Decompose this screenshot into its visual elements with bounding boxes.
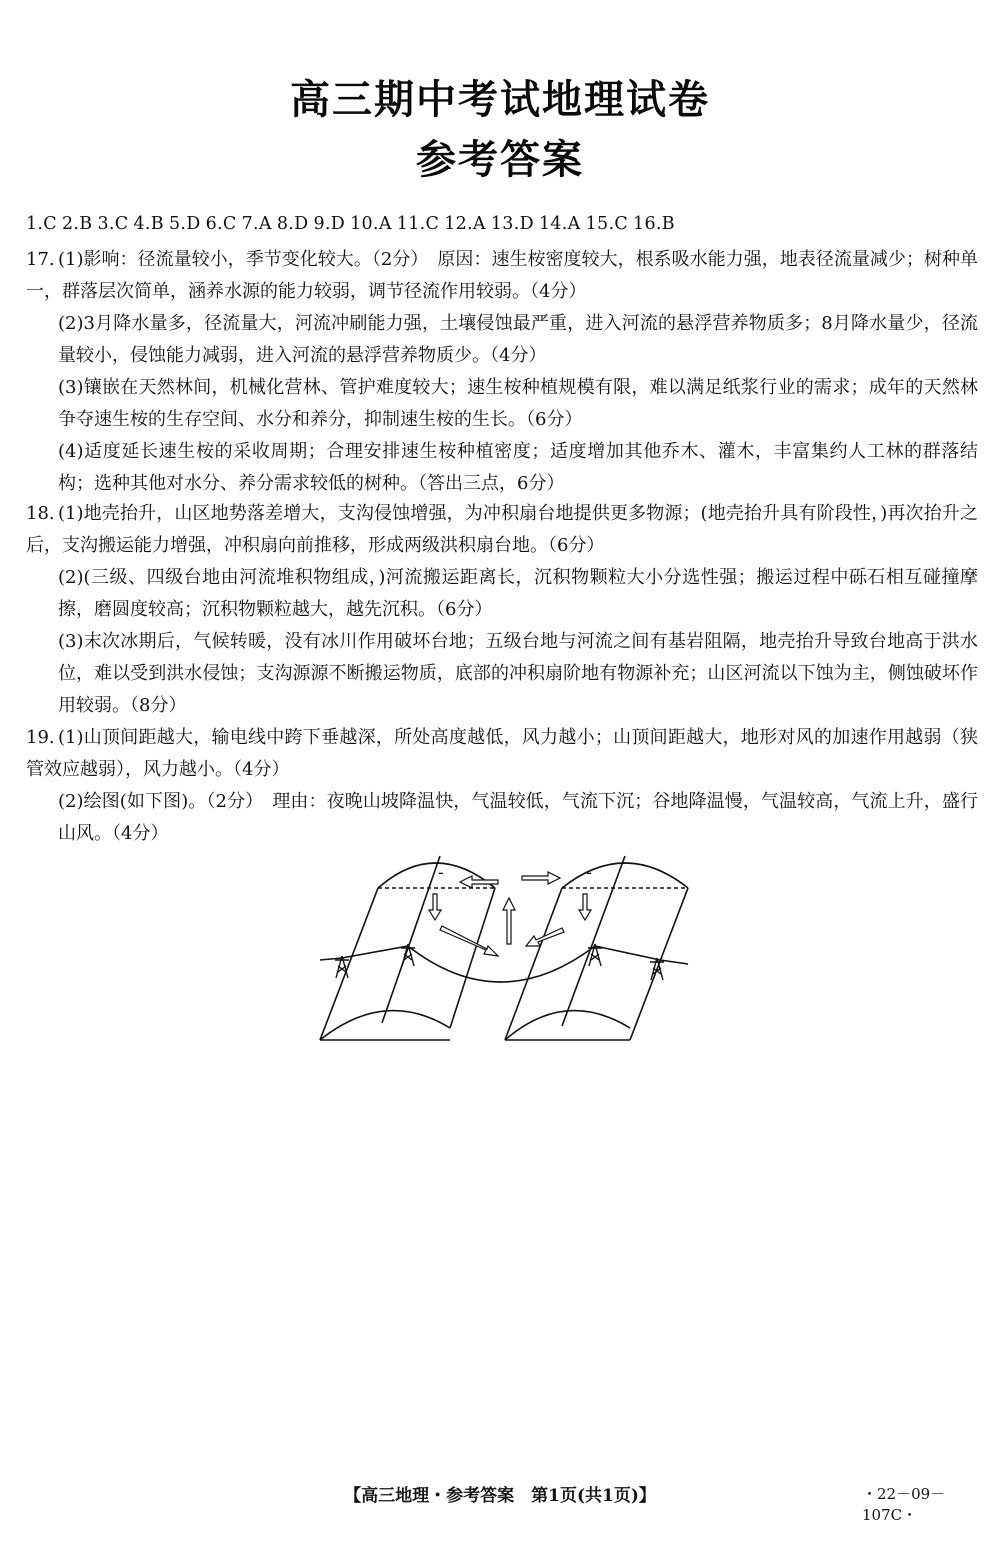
arrow-up-icon (503, 898, 515, 944)
choice-answer: 13.D (490, 214, 534, 234)
power-line (320, 946, 688, 982)
choice-answer: 1.C (26, 214, 57, 234)
question-number: 18. (26, 503, 55, 524)
choice-answer: 7.A (241, 214, 272, 234)
answer-paragraph: (3)镶嵌在天然林间，机械化营林、管护难度较大；速生桉种植规模有限，难以满足纸浆行业的需求；成年的天然林争夺速生桉的生存空间、水分和养分，抑制速生桉的生长。（6分） (58, 377, 978, 430)
answer-paragraph: (2)(三级、四级台地由河流堆积物组成，)河流搬运距离长，沉积物颗粒大小分选性强；搬运过程中砾石相互碰撞摩擦，磨圆度较高；沉积物颗粒越大，越先沉积。（6分） (58, 567, 978, 620)
left-ridge-outline (320, 888, 378, 1040)
minus-sign-right: - (586, 863, 592, 882)
question-17 (26, 244, 978, 500)
right-ridge-outline (505, 888, 562, 1040)
answer-paragraph: (1)地壳抬升，山区地势落差增大，支沟侵蚀增强，为冲积扇台地提供更多物源；(地壳抬升具有阶段性，)再次抬升之后，支沟搬运能力增强，冲积扇向前推移，形成两级洪积扇台地。（6分） (26, 503, 978, 556)
right-ridge-base-arc (505, 1011, 630, 1040)
choice-answer: 11.C (396, 214, 440, 234)
right-ridge-top-arc (562, 863, 688, 888)
answer-paragraph: (3)末次冰期后，气候转暖，没有冰川作用破坏台地；五级台地与河流之间有基岩阻隔，地壳抬升导致台地高于洪水位，难以受到洪水侵蚀；支沟源源不断搬运物质，底部的冲积扇阶地有物源补充；山区河流以下蚀为主，侧蚀破坏作用较弱。（8分） (58, 631, 978, 716)
choice-answer: 8.D (276, 214, 309, 234)
question-18 (26, 498, 978, 722)
pylon-icon (335, 956, 349, 978)
answer-paragraph: (2)3月降水量多，径流量大，河流冲刷能力强，土壤侵蚀最严重，进入河流的悬浮营养物质多；8月降水量少，径流量较小，侵蚀能力减弱，进入河流的悬浮营养物质少。（4分） (58, 313, 978, 366)
page-title: 高三期中考试地理试卷 (290, 77, 710, 123)
arrow-diagonal-down-icon (440, 926, 498, 956)
answer-paragraph: (1)山顶间距越大，输电线中跨下垂越深，所处高度越低，风力越小；山顶间距越大，地形对风的加速作用越弱（狭管效应越弱），风力越小。（4分） (26, 727, 978, 780)
choice-answer: 9.D (313, 214, 346, 234)
choice-answer: 4.B (133, 214, 164, 234)
choice-answer: 15.C (585, 214, 629, 234)
document-code: ・22－09－107C・ (862, 1485, 946, 1524)
choice-answer: 3.C (97, 214, 129, 234)
answer-paragraph: (4)适度延长速生桉的采收周期；合理安排速生桉种植密度；适度增加其他乔木、灌木，丰富集约人工林的群落结构；选种其他对水分、养分需求较低的树种。（答出三点，6分） (58, 441, 978, 494)
choice-answer: 6.C (205, 214, 237, 234)
page-footer: 【高三地理・参考答案 第1页(共1页)】 (344, 1486, 656, 1506)
page-subtitle: 参考答案 (416, 137, 584, 183)
arrow-down-icon (429, 894, 441, 920)
arrow-right-icon (522, 872, 560, 884)
arrow-diagonal-up-icon (526, 928, 564, 946)
choice-answers (26, 214, 976, 234)
choice-answer: 14.A (538, 214, 581, 234)
choice-answer: 5.D (168, 214, 201, 234)
minus-sign-left: - (438, 863, 444, 882)
answer-paragraph: (2)绘图(如下图)。（2分） 理由：夜晚山坡降温快，气温较低，气流下沉；谷地降温慢，气温较高，气流上升，盛行山风。（4分） (58, 791, 978, 844)
choice-answer: 10.A (350, 214, 392, 234)
question-number: 19. (26, 727, 55, 748)
left-ridge-outline (382, 856, 440, 1023)
question-number: 17. (26, 249, 55, 270)
arrow-down-icon (579, 894, 591, 920)
question-19 (26, 722, 978, 850)
left-ridge-outline (450, 888, 495, 1028)
choice-answer: 12.A (444, 214, 486, 234)
answer-paragraph: (1)影响：径流量较小，季节变化较大。（2分） 原因：速生桉密度较大，根系吸水能力强，地表径流量减少；树种单一，群落层次简单，涵养水源的能力较弱，调节径流作用较弱。（4分） (26, 249, 978, 302)
choice-answer: 2.B (62, 214, 93, 234)
choice-answer: 16.B (633, 214, 675, 234)
mountain-wind-diagram (300, 848, 700, 1078)
